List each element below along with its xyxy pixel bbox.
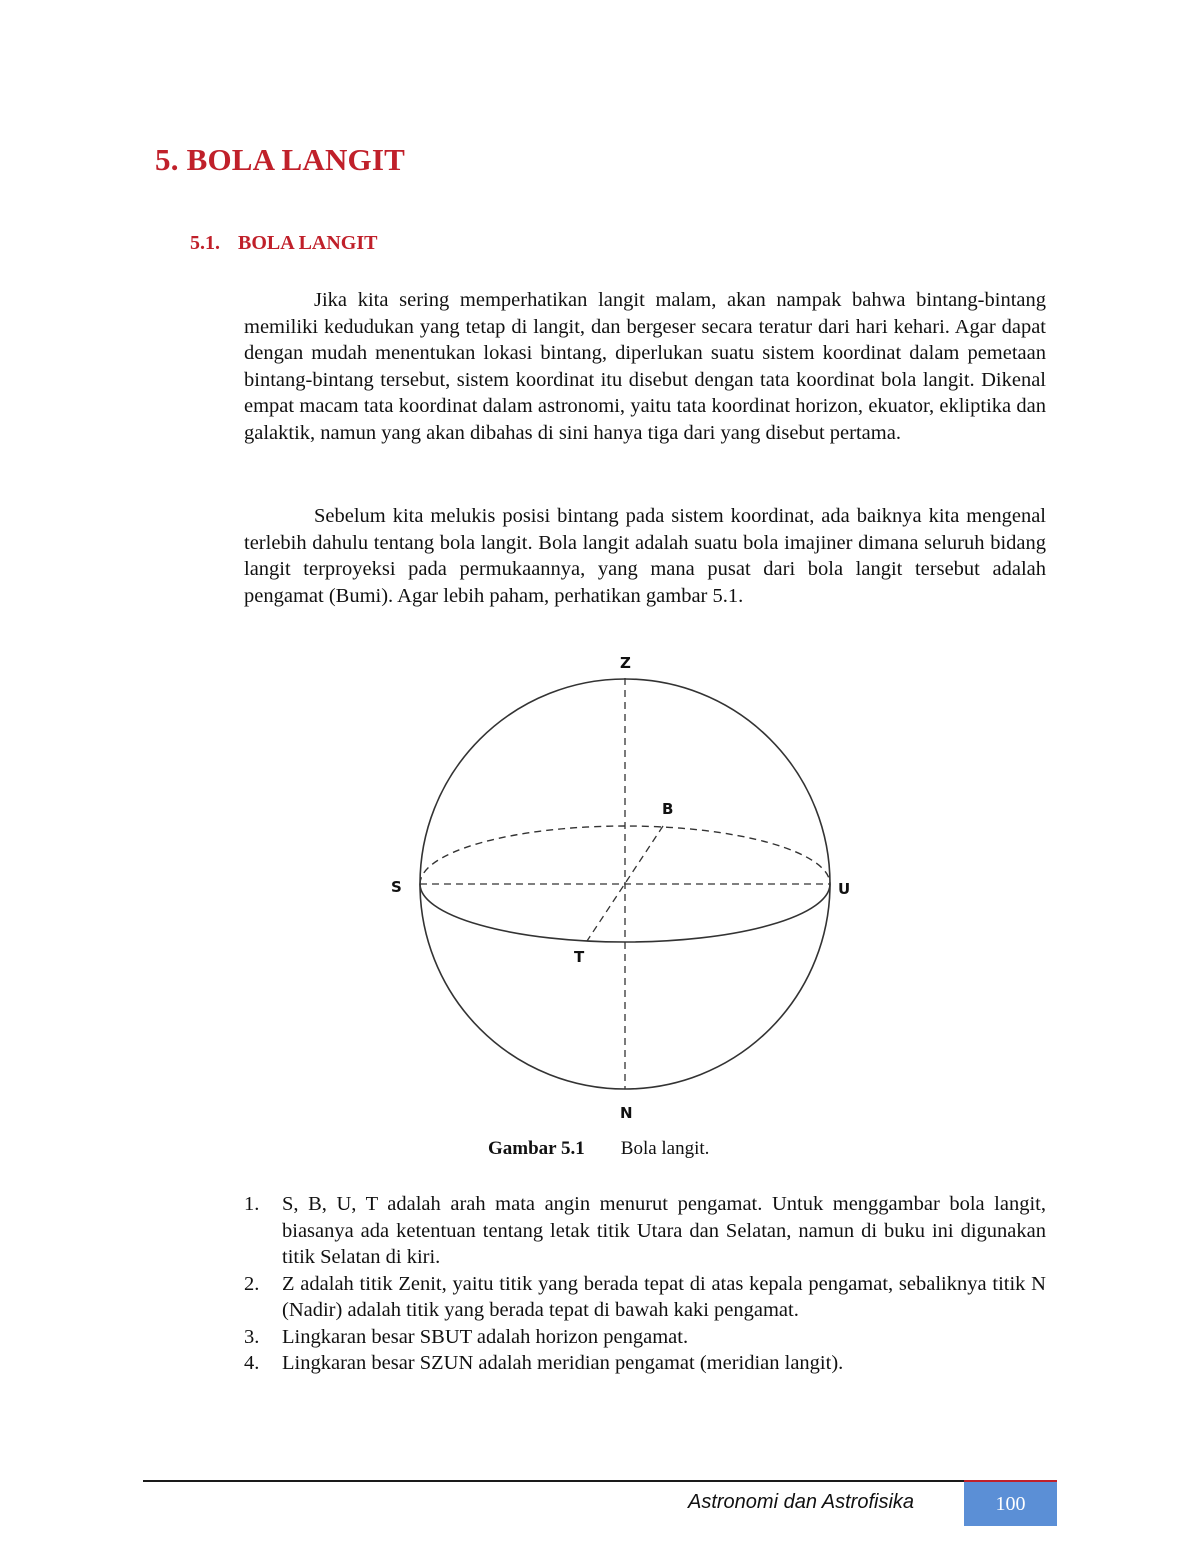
list-number: 1. [244,1193,260,1215]
paragraph-intro: Jika kita sering memperhatikan langit malam, akan nampak bahwa bintang-bintang memiliki kedudukan yang tetap di langit, dan bergeser secara teratur dari hari kehari. Agar dapat dengan mudah menentukan lokasi bintang, diperlukan suatu sistem koordinat dalam pemetaan bintang-bintang tersebut, sistem koordinat itu disebut dengan tata koordinat bola langit. Dikenal empat macam tata koordinat dalam astronomi, yaitu tata koordinat horizon, ekuator, ekliptika dan galaktik, namun yang akan dibahas di sini hanya tiga dari yang disebut pertama. [244,289,1046,444]
page-number: 100 [964,1482,1057,1526]
label-west: B [662,800,674,818]
list-text: Lingkaran besar SZUN adalah meridian pengamat (meridian langit). [282,1352,844,1374]
section-number: 5.1. [190,232,220,254]
list-number: 4. [244,1352,260,1374]
celestial-sphere-diagram [380,648,880,1128]
caption-number: Gambar 5.1 [488,1138,585,1159]
caption-text: Bola langit. [620,1138,710,1159]
list-item [244,1350,1046,1377]
list-item [244,1271,1046,1324]
label-north: U [838,880,851,898]
label-nadir: N [620,1104,633,1122]
celestial-sphere-figure [380,648,880,1128]
chapter-title: 5. BOLA LANGIT [155,142,405,177]
footer-divider [143,1480,1057,1482]
list-item [244,1324,1046,1351]
list-text: Lingkaran besar SBUT adalah horizon pengamat. [282,1325,689,1348]
section-heading [190,232,377,255]
label-east: T [574,948,585,966]
list-text: Z adalah titik Zenit, yaitu titik yang berada tepat di atas kepala pengamat, sebaliknya titik N (Nadir) adalah titik yang berada tepat di bawah kaki pengamat. [282,1272,1046,1321]
list-text: S, B, U, T adalah arah mata angin menurut pengamat. Untuk menggambar bola langit, biasanya ada ketentuan tentang letak titik Utara dan Selatan, namun di buku ini digunakan titik Selatan di kiri. [282,1193,1046,1268]
list-number: 2. [244,1272,260,1295]
list-item [244,1191,1046,1271]
explanation-list [244,1191,1046,1377]
section-title: BOLA LANGIT [238,232,378,254]
paragraph-celestial-sphere: Sebelum kita melukis posisi bintang pada sistem koordinat, ada baiknya kita mengenal terlebih dahulu tentang bola langit. Bola langit adalah suatu bola imajiner dimana seluruh bidang langit terproyeksi pada permukaannya, yang mana pusat dari bola langit tersebut adalah pengamat (Bumi). Agar lebih paham, perhatikan gambar 5.1. [244,505,1046,607]
list-number: 3. [244,1325,260,1348]
label-south: S [391,878,402,896]
figure-caption [488,1138,709,1160]
label-zenith: Z [620,654,631,672]
footer-book-title: Astronomi dan Astrofisika [688,1491,915,1513]
